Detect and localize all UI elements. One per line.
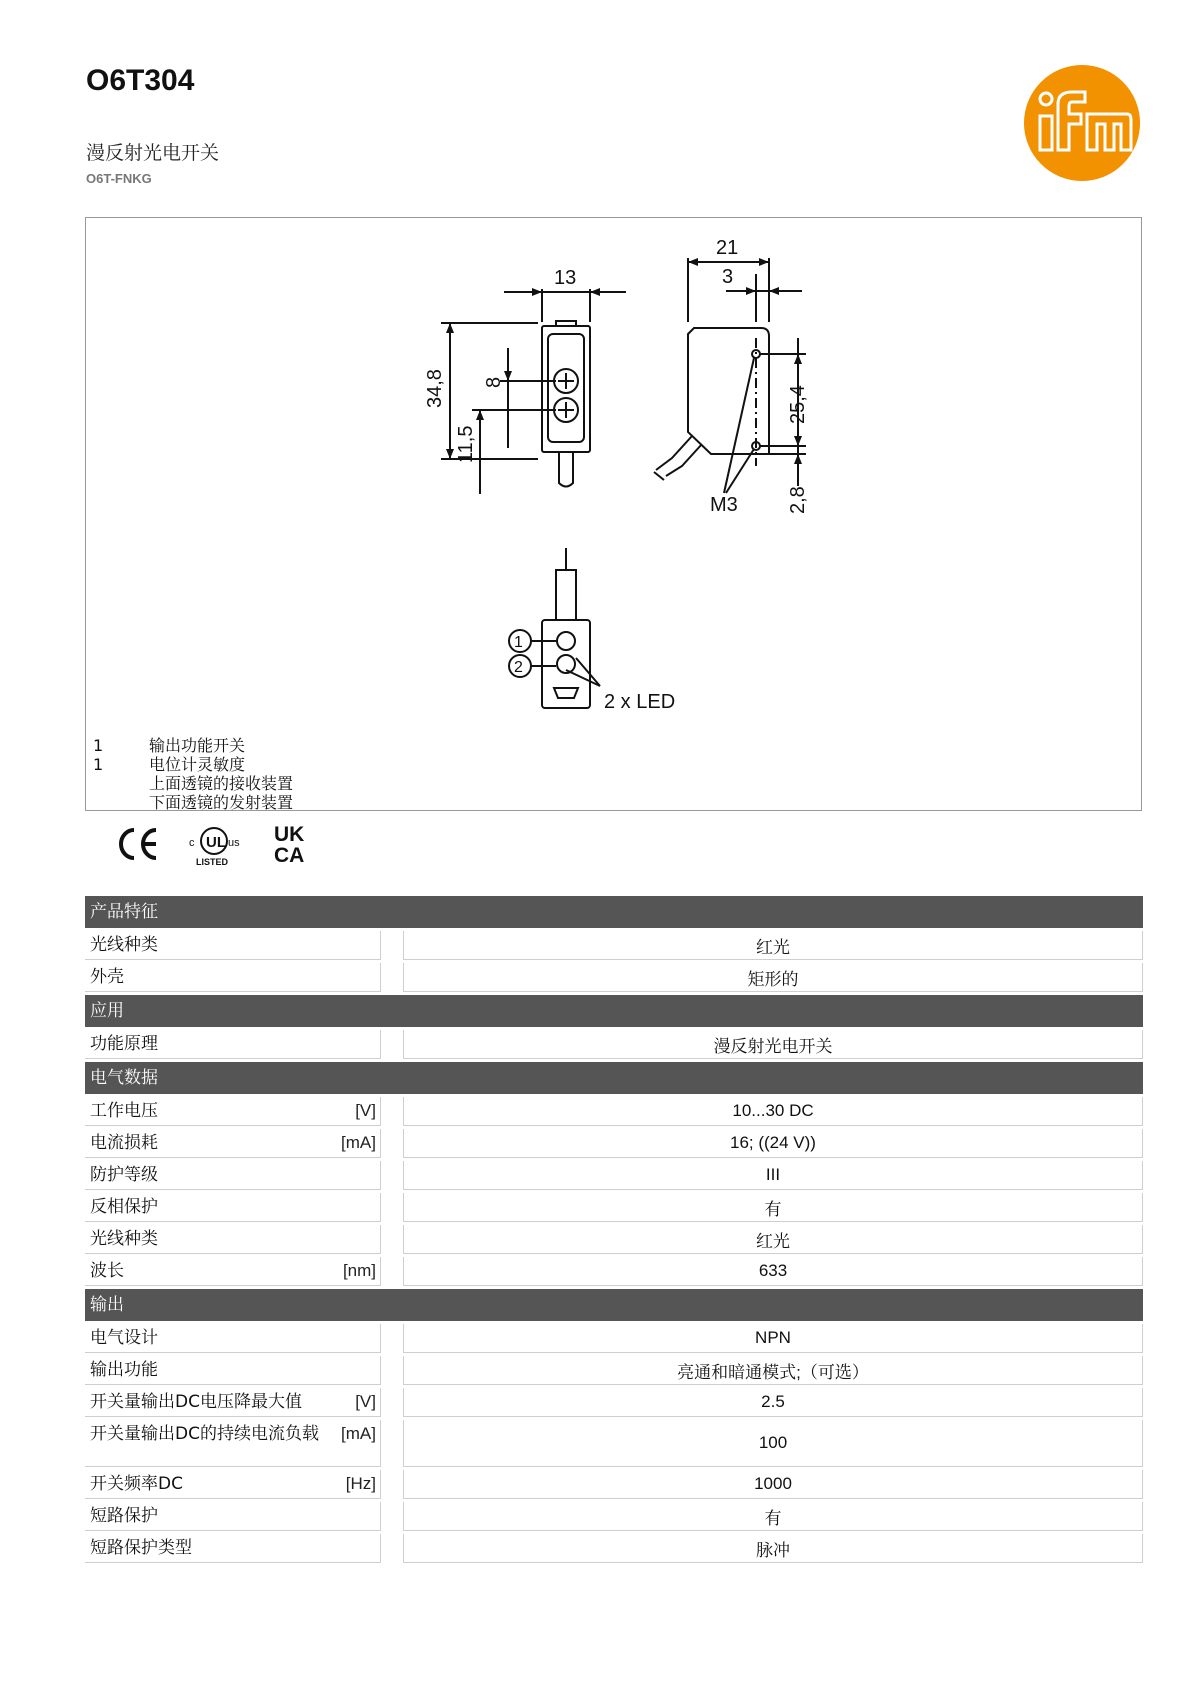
- callout-1: 1: [514, 634, 523, 651]
- label-led: 2 x LED: [604, 691, 676, 713]
- certification-marks: [110, 820, 330, 868]
- section-header: 输出: [85, 1289, 1143, 1321]
- ifm-logo: [1023, 64, 1141, 182]
- spec-row: 短路保护 有: [85, 1502, 1143, 1531]
- svg-text:us: us: [228, 837, 240, 849]
- technical-drawing: [86, 218, 1143, 812]
- product-title: O6T304: [86, 64, 195, 97]
- spec-row: 开关频率DC [Hz] 1000: [85, 1470, 1143, 1499]
- spec-row: 电流损耗 [mA] 16; ((24 V)): [85, 1129, 1143, 1158]
- spec-row: 反相保护 有: [85, 1193, 1143, 1222]
- spec-row: 工作电压 [V] 10...30 DC: [85, 1097, 1143, 1126]
- product-model: O6T-FNKG: [86, 171, 152, 186]
- spec-row: 开关量输出DC电压降最大值 [V] 2.5: [85, 1388, 1143, 1417]
- legend-item: 1 输出功能开关: [93, 736, 246, 755]
- section-header: 电气数据: [85, 1062, 1143, 1094]
- drawing-legend: [93, 736, 293, 812]
- spec-row: 短路保护类型 脉冲: [85, 1534, 1143, 1563]
- dim-34-8: 34,8: [424, 369, 446, 408]
- dim-2-8: 2,8: [787, 486, 809, 514]
- section-header: 产品特征: [85, 896, 1143, 928]
- svg-text:UK: UK: [274, 823, 305, 846]
- legend-item: 1 电位计灵敏度: [93, 755, 246, 774]
- spec-row: 光线种类 红光: [85, 1225, 1143, 1254]
- sensor-top-body: [542, 620, 590, 708]
- product-subtitle: 漫反射光电开关: [86, 142, 220, 164]
- spec-row: 电气设计 NPN: [85, 1324, 1143, 1353]
- dim-13: 13: [554, 267, 577, 289]
- svg-text:UL: UL: [206, 834, 226, 851]
- spec-row: 防护等级 III: [85, 1161, 1143, 1190]
- dim-21: 21: [716, 237, 739, 259]
- ce-mark-icon: [121, 830, 156, 858]
- dim-25-4: 25,4: [787, 385, 809, 424]
- svg-text:c: c: [189, 837, 195, 849]
- label-m3: M3: [710, 494, 738, 516]
- spec-row: 开关量输出DC的持续电流负载 [mA] 100: [85, 1420, 1143, 1467]
- ul-listed-icon: [189, 828, 240, 867]
- dim-8: 8: [483, 376, 505, 388]
- spec-row: 外壳 矩形的: [85, 963, 1143, 992]
- spec-row: 光线种类 红光: [85, 931, 1143, 960]
- legend-item: 下面透镜的发射装置: [149, 793, 294, 812]
- dim-11-5: 11,5: [455, 425, 477, 463]
- section-header: 应用: [85, 995, 1143, 1027]
- ukca-mark-icon: [274, 823, 304, 867]
- legend-item: 上面透镜的接收装置: [149, 774, 294, 793]
- dimension-drawing: [85, 217, 1142, 811]
- callout-2: 2: [514, 659, 523, 676]
- svg-text:CA: CA: [274, 844, 305, 867]
- spec-row: 输出功能 亮通和暗通模式;（可选）: [85, 1356, 1143, 1385]
- dim-3: 3: [722, 266, 734, 288]
- spec-row: 波长 [nm] 633: [85, 1257, 1143, 1286]
- svg-text:LISTED: LISTED: [196, 857, 229, 867]
- spec-row: 功能原理 漫反射光电开关: [85, 1030, 1143, 1059]
- specification-table: [85, 896, 1143, 1563]
